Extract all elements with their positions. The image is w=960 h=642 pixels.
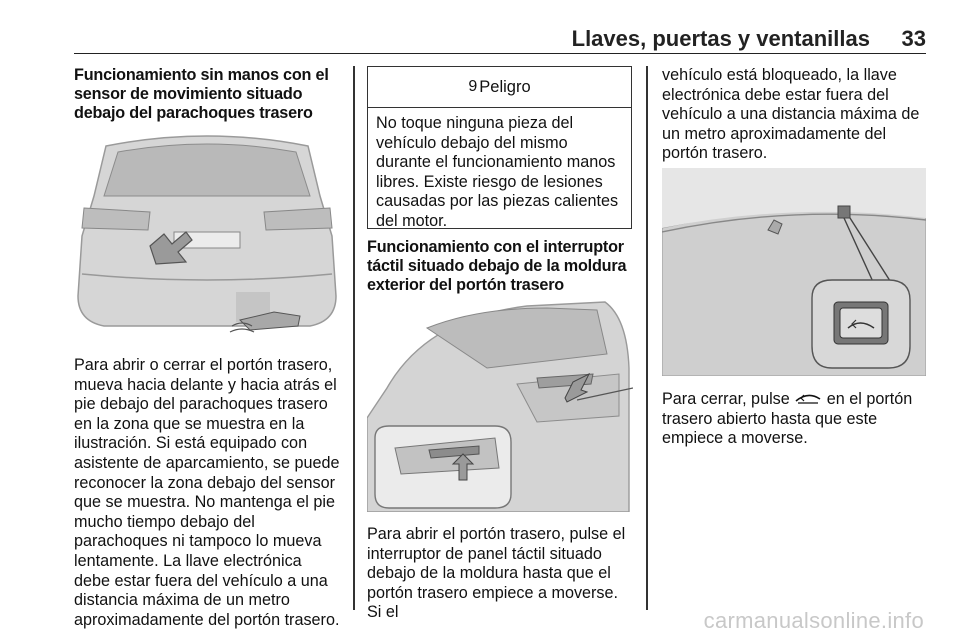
tailgate-interior-illustration <box>662 168 926 376</box>
body-text-continued: vehículo está bloqueado, la llave electrónica debe estar fuera del vehículo a una distancia máxima de un metro aproximadamente del portón trasero. <box>662 66 920 163</box>
chapter-title: Llaves, puertas y ventanillas <box>571 26 870 51</box>
warning-triangle-icon: 9 <box>468 78 478 95</box>
close-instruction-prefix: Para cerrar, pulse <box>662 390 790 408</box>
body-text-handsfree: Para abrir o cerrar el portón trasero, mueva hacia delante y hacia atrás el pie debajo del parachoques trasero en la zona que se muestra en la ilustración. Si está equipado con asistente de aparcamiento, se puede reconocer la zona debajo del sensor que se muestra. No mantenga el pie mucho tiempo debajo del parachoques ni tampoco lo mueva lentamente. La llave electrónica debe estar fuera del vehículo a una distancia máxima de un metro aproximadamente del portón trasero. <box>74 356 340 629</box>
page-number: 33 <box>901 26 926 51</box>
illustration-rear-bumper-sensor <box>74 126 340 336</box>
watermark: carmanualsonline.info <box>703 608 924 633</box>
car-rear-illustration <box>74 126 340 336</box>
section-heading-touch-switch: Funcionamiento con el interruptor táctil situado debajo de la moldura exterior del portón trasero <box>367 238 627 294</box>
warning-header <box>368 67 631 108</box>
body-text-close <box>662 390 926 449</box>
tailgate-close-icon <box>794 391 822 405</box>
close-instruction-suffix: en el portón trasero abierto hasta que este empiece a moverse. <box>662 390 913 448</box>
illustration-tailgate-touch-switch <box>367 298 633 512</box>
warning-title: Peligro <box>479 77 531 96</box>
tailgate-switch-illustration <box>367 298 633 512</box>
warning-box <box>367 66 632 229</box>
column-divider-2 <box>646 66 648 610</box>
warning-text: No toque ninguna pieza del vehículo debajo del mismo durante el funcionamiento manos libres. Existe riesgo de lesiones causadas por las piezas calientes del motor. <box>376 114 619 230</box>
section-heading-handsfree: Funcionamiento sin manos con el sensor de movimiento situado debajo del parachoques trasero <box>74 66 329 122</box>
column-divider-1 <box>353 66 355 610</box>
illustration-close-button <box>662 168 926 376</box>
tailgate-close-icon-svg <box>794 391 822 405</box>
page-header <box>74 24 926 54</box>
body-text-touch-switch: Para abrir el portón trasero, pulse el interruptor de panel táctil situado debajo de la moldura hasta que el portón trasero empiece a moverse. Si el <box>367 525 626 622</box>
